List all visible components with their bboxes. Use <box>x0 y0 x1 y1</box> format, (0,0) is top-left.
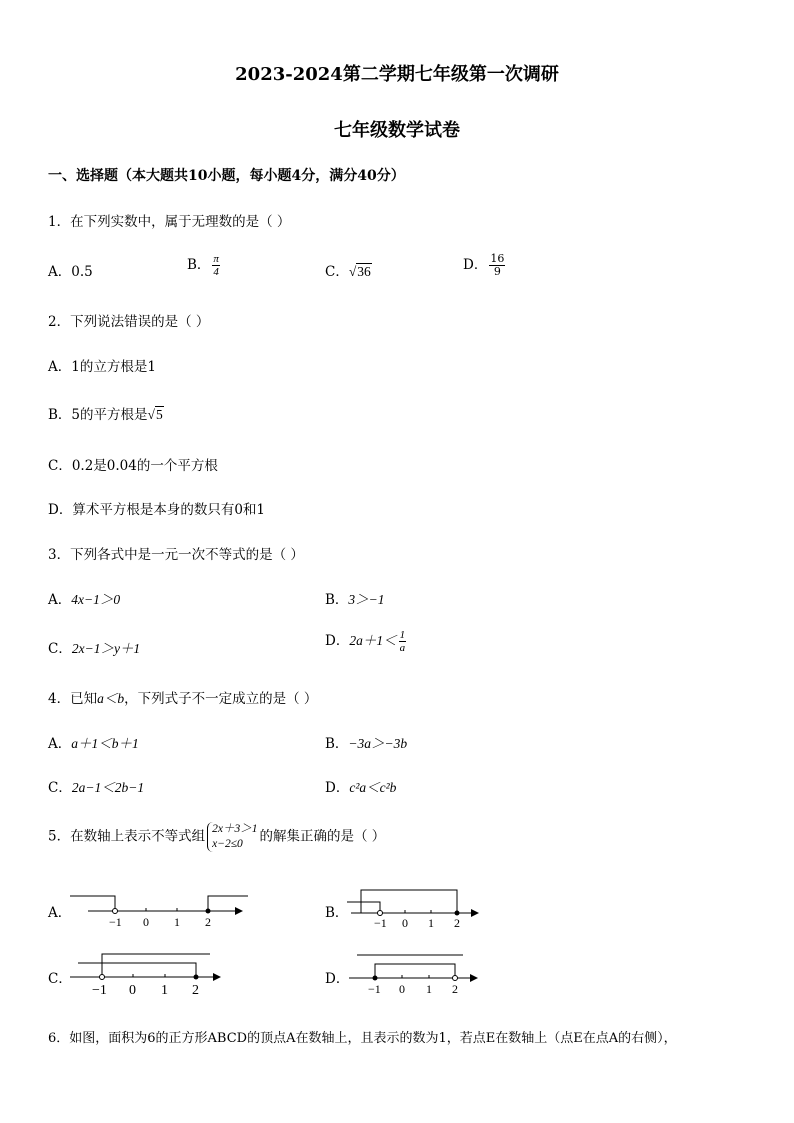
tick-label: 2 <box>205 915 211 929</box>
tick-label: −1 <box>368 982 381 996</box>
q2-option-a: A．1的立方根是1 <box>48 359 156 375</box>
q1-option-b: B． $\frac{\pi}{4}$ <box>187 253 219 278</box>
tick-label: 0 <box>399 982 405 996</box>
q5-number-line-b <box>345 885 490 930</box>
inequality-system: 2x＋3＞1 x−2≤0 <box>207 822 257 852</box>
tick-label: 0 <box>143 915 149 929</box>
q2-option-b: B．5的平方根是√5 <box>48 407 163 423</box>
tick-label: 2 <box>454 916 460 930</box>
q3-option-d: D．2a＋1＜ $\frac{1}{a}$ <box>325 629 406 654</box>
question-2-stem: 2．下列说法错误的是（ ） <box>48 314 210 330</box>
tick-label: −1 <box>374 916 387 930</box>
tick-label: 1 <box>428 916 434 930</box>
q4-option-c: C．2a−1＜2b−1 <box>48 780 145 796</box>
q1-option-a: A．0.5 <box>48 264 93 280</box>
q3-option-a: A．4x−1＞0 <box>48 592 121 608</box>
q4-option-d: D．c²a＜c²b <box>325 780 397 796</box>
q3-option-c: C．2x−1＞y＋1 <box>48 641 141 657</box>
q4-option-b: B．−3a＞−3b <box>325 736 408 752</box>
question-5-stem: 5．在数轴上表示不等式组 2x＋3＞1 x−2≤0 的解集正确的是（ ） <box>48 823 386 850</box>
exam-title: 2023-2024第二学期七年级第一次调研 <box>235 64 559 85</box>
tick-label: 2 <box>452 982 458 996</box>
q2-option-d: D．算术平方根是本身的数只有0和1 <box>48 502 266 518</box>
q5-option-c-label: C． <box>48 971 72 987</box>
section-heading: 一、选择题（本大题共10小题，每小题4分，满分40分） <box>48 168 405 184</box>
q3-option-b: B．3＞−1 <box>325 592 385 608</box>
q2-option-c: C．0.2是0.04的一个平方根 <box>48 458 218 474</box>
q5-option-d-label: D． <box>325 971 350 987</box>
tick-label: 1 <box>426 982 432 996</box>
tick-label: 2 <box>192 983 199 998</box>
question-6-stem: 6．如图，面积为6的正方形ABCD的顶点A在数轴上，且表示的数为1，若点E在数轴上（点E在点A的右侧）， <box>48 1031 677 1046</box>
q1-option-d: D． $\frac{16}{9}$ <box>463 252 505 278</box>
q5-number-line-c <box>70 950 230 998</box>
question-3-stem: 3．下列各式中是一元一次不等式的是（ ） <box>48 547 304 563</box>
q1-option-c: C．√36 <box>325 264 371 280</box>
q4-option-a: A．a＋1＜b＋1 <box>48 736 139 752</box>
tick-label: 0 <box>402 916 408 930</box>
tick-label: −1 <box>109 915 122 929</box>
q5-number-line-d <box>345 950 490 998</box>
q5-option-a-label: A． <box>48 905 72 921</box>
question-4-stem: 4．已知a＜b，下列式子不一定成立的是（ ） <box>48 691 318 707</box>
tick-label: 0 <box>129 983 136 998</box>
q5-option-b-label: B． <box>325 905 349 921</box>
tick-label: −1 <box>92 983 107 998</box>
tick-label: 1 <box>174 915 180 929</box>
question-1-stem: 1．在下列实数中，属于无理数的是（ ） <box>48 214 291 230</box>
exam-subtitle: 七年级数学试卷 <box>334 120 460 141</box>
q5-number-line-a <box>70 885 260 930</box>
tick-label: 1 <box>161 983 168 998</box>
